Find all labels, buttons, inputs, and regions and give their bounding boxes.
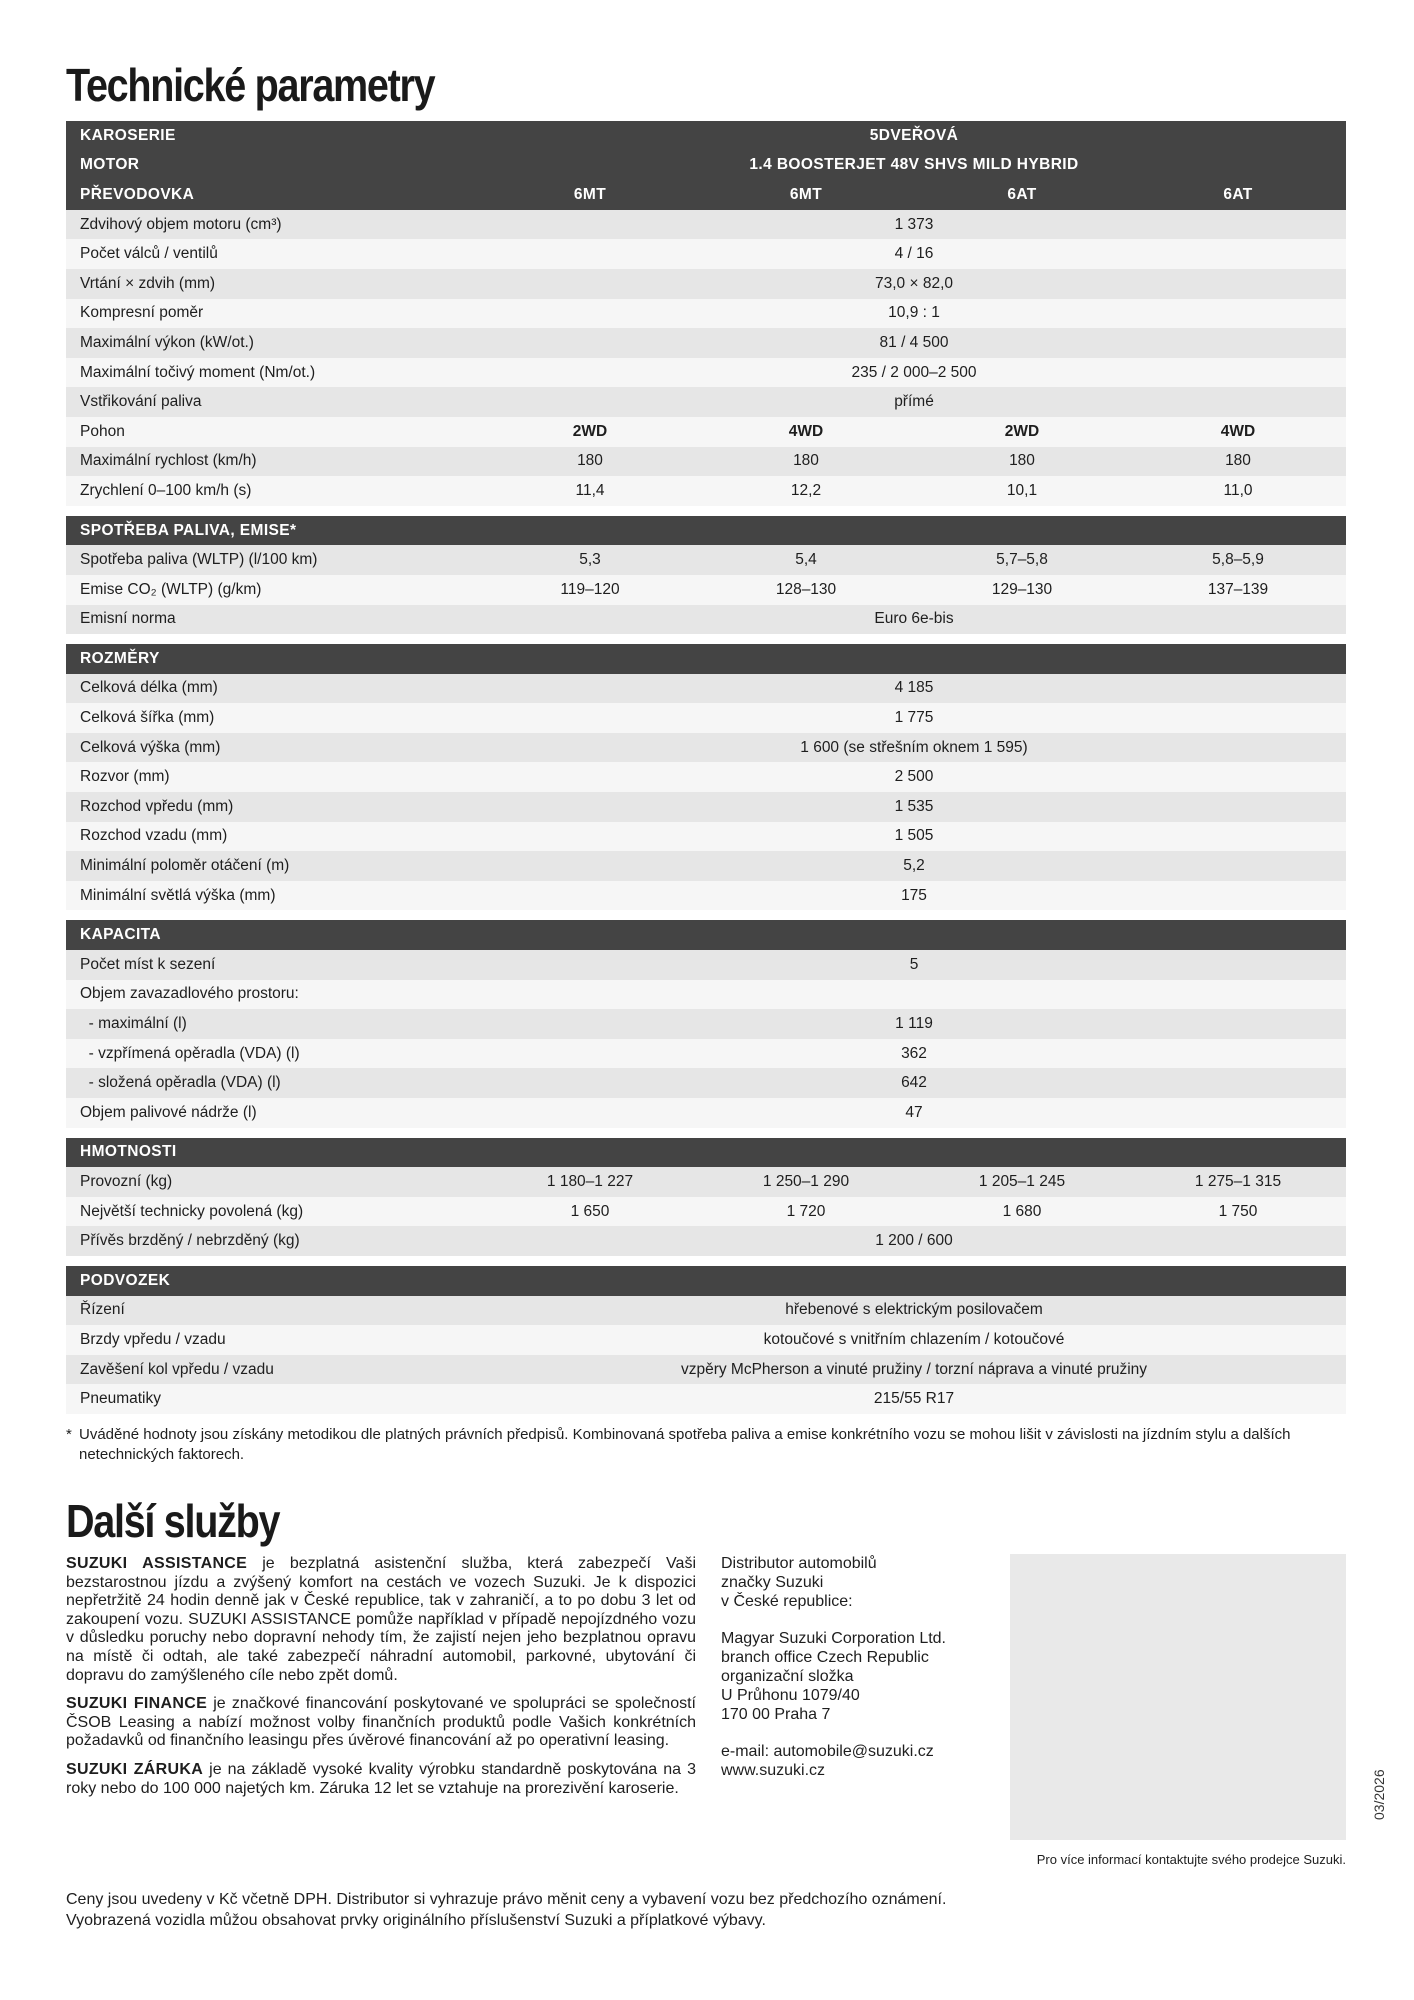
value-cell: 128–130 [775, 580, 837, 598]
row-label: Celková šířka (mm) [80, 709, 215, 727]
row-values [482, 334, 1346, 352]
row-label: Rozvor (mm) [80, 768, 170, 786]
section-header [66, 1138, 1346, 1168]
distributor-address-line: branch office Czech Republic [721, 1649, 929, 1667]
row-values [482, 1203, 1346, 1221]
value-cell: 1 535 [894, 797, 934, 815]
row-label: Minimální poloměr otáčení (m) [80, 857, 290, 875]
section-gap [66, 1256, 1346, 1266]
spec-row [66, 1009, 1346, 1039]
value-cell: 5,2 [903, 857, 925, 875]
section-gap [66, 910, 1346, 920]
row-values [482, 551, 1346, 569]
row-label: Minimální světlá výška (mm) [80, 886, 276, 904]
row-values [482, 1390, 1346, 1408]
row-label: Pneumatiky [80, 1390, 161, 1408]
spec-row [66, 1355, 1346, 1385]
row-values [482, 156, 1346, 174]
row-values [482, 887, 1346, 905]
spec-row [66, 703, 1346, 733]
distributor-address-line: 170 00 Praha 7 [721, 1705, 831, 1723]
footnote-star: * [66, 1426, 72, 1443]
row-label: Emisní norma [80, 610, 176, 628]
spec-row [66, 1098, 1346, 1128]
row-label: Zrychlení 0–100 km/h (s) [80, 481, 252, 499]
spec-row [66, 1226, 1346, 1256]
row-label: Celková délka (mm) [80, 679, 218, 697]
spec-table [66, 121, 1346, 1414]
value-cell: 1 680 [1002, 1202, 1042, 1220]
row-label: Zdvihový objem motoru (cm³) [80, 215, 282, 233]
row-values [482, 393, 1346, 411]
service-description: je na základě vysoké kvality výrobku standardně poskytována na 3 roky nebo do 100 000 najetých km. Záruka 12 let se vztahuje na prorezivění karoserie. [66, 1760, 697, 1797]
value-cell: 215/55 R17 [873, 1390, 955, 1408]
row-values [482, 827, 1346, 845]
value-cell: 1 205–1 245 [978, 1172, 1066, 1190]
section-title: PODVOZEK [80, 1271, 171, 1289]
row-label: Objem palivové nádrže (l) [80, 1103, 257, 1121]
spec-row [66, 417, 1346, 447]
row-label: Řízení [80, 1301, 125, 1319]
section-gap [66, 1128, 1346, 1138]
value-cell: 4 / 16 [894, 245, 934, 263]
services-paragraph [66, 1555, 696, 1685]
row-label: Zavěšení kol vpředu / vzadu [80, 1360, 274, 1378]
row-values [482, 857, 1346, 875]
value-cell: 11,0 [1223, 481, 1253, 499]
value-cell: hřebenové s elektrickým posilovačem [785, 1301, 1043, 1319]
row-label: - složená opěradla (VDA) (l) [80, 1074, 281, 1092]
section-title: ROZMĚRY [80, 649, 160, 667]
value-cell: 1 373 [894, 215, 934, 233]
value-cell: 4WD [788, 422, 824, 440]
header-row [66, 151, 1346, 181]
value-cell: 5,7–5,8 [996, 551, 1048, 569]
spec-row [66, 239, 1346, 269]
service-name: SUZUKI ASSISTANCE [66, 1555, 248, 1572]
row-label: - vzpřímená opěradla (VDA) (l) [80, 1044, 300, 1062]
spec-row [66, 792, 1346, 822]
row-label: Největší technicky povolená (kg) [80, 1202, 304, 1220]
spec-row [66, 1325, 1346, 1355]
row-label: Provozní (kg) [80, 1172, 173, 1190]
row-label: - maximální (l) [80, 1015, 187, 1033]
row-label: Vrtání × zdvih (mm) [80, 274, 216, 292]
distributor-line: Distributor automobilů [721, 1555, 877, 1572]
spec-row [66, 575, 1346, 605]
row-values [482, 956, 1346, 974]
value-cell: 11,4 [575, 481, 605, 499]
section-gap [66, 634, 1346, 644]
service-name: SUZUKI FINANCE [66, 1695, 208, 1713]
value-cell: 73,0 × 82,0 [875, 274, 953, 292]
row-values [482, 1301, 1346, 1319]
value-cell: Euro 6e-bis [874, 610, 954, 628]
value-cell: 1.4 BOOSTERJET 48V SHVS MILD HYBRID [749, 156, 1079, 174]
image-caption: Pro více informací kontaktujte svého prodejce Suzuki. [1036, 1852, 1346, 1867]
value-cell: 1 600 (se střešním oknem 1 595) [800, 738, 1028, 756]
spec-row [66, 476, 1346, 506]
row-label: Brzdy vpředu / vzadu [80, 1330, 226, 1348]
value-cell: 137–139 [1207, 580, 1269, 598]
row-values [482, 1045, 1346, 1063]
section-title: HMOTNOSTI [80, 1143, 177, 1161]
value-cell: přímé [894, 393, 934, 411]
spec-row [66, 1167, 1346, 1197]
value-cell: 5DVEŘOVÁ [869, 126, 959, 144]
dealer-image-placeholder [1010, 1554, 1346, 1840]
row-label: Počet válců / ventilů [80, 245, 218, 263]
spec-row [66, 447, 1346, 477]
value-cell: 180 [577, 452, 603, 470]
date-code: 03/2026 [1371, 1769, 1387, 1820]
value-cell: 642 [901, 1074, 927, 1092]
row-label: Maximální výkon (kW/ot.) [80, 333, 254, 351]
services-text [66, 1555, 696, 1808]
row-label: MOTOR [80, 156, 140, 174]
value-cell: 1 650 [570, 1202, 610, 1220]
row-label: PŘEVODOVKA [80, 185, 195, 203]
spec-row [66, 733, 1346, 763]
row-label: Přívěs brzděný / nebrzděný (kg) [80, 1232, 300, 1250]
row-values [482, 709, 1346, 727]
value-cell: 1 200 / 600 [875, 1232, 953, 1250]
spec-row [66, 674, 1346, 704]
row-values [482, 245, 1346, 263]
value-cell: 5,3 [579, 551, 601, 569]
value-cell: 47 [905, 1103, 923, 1121]
value-cell: vzpěry McPherson a vinuté pružiny / torzní náprava a vinuté pružiny [680, 1360, 1148, 1378]
spec-row [66, 851, 1346, 881]
value-cell: 235 / 2 000–2 500 [851, 363, 977, 381]
spec-row [66, 1197, 1346, 1227]
spec-row [66, 210, 1346, 240]
value-cell: 1 505 [894, 827, 934, 845]
row-label: Rozchod vpředu (mm) [80, 797, 234, 815]
page-title: Technické parametry [66, 59, 435, 111]
spec-row [66, 950, 1346, 980]
section-header [66, 920, 1346, 950]
spec-row [66, 328, 1346, 358]
distributor-info [721, 1555, 1021, 1781]
section-gap [66, 506, 1346, 516]
row-values [482, 1104, 1346, 1122]
row-values [482, 304, 1346, 322]
row-label: Maximální rychlost (km/h) [80, 452, 257, 470]
row-label: Počet míst k sezení [80, 955, 216, 973]
value-cell: 6MT [573, 185, 607, 203]
bottom-note [66, 1890, 1066, 1931]
spec-row [66, 387, 1346, 417]
service-name: SUZUKI ZÁRUKA [66, 1760, 204, 1778]
value-cell: 1 250–1 290 [762, 1172, 850, 1190]
section-header [66, 644, 1346, 674]
value-cell: kotoučové s vnitřním chlazením / kotoučové [763, 1330, 1065, 1348]
services-paragraph [66, 1761, 696, 1798]
row-label: KAROSERIE [80, 126, 176, 144]
distributor-line: v České republice: [721, 1592, 853, 1610]
section-header [66, 1266, 1346, 1296]
row-values [482, 127, 1346, 145]
row-values [482, 482, 1346, 500]
value-cell: 5,8–5,9 [1212, 551, 1264, 569]
section-header [66, 516, 1346, 546]
row-values [482, 1331, 1346, 1349]
spec-row [66, 762, 1346, 792]
row-label: Spotřeba paliva (WLTP) (l/100 km) [80, 551, 318, 569]
section-title: KAPACITA [80, 926, 161, 944]
value-cell: 12,2 [790, 481, 822, 499]
value-cell: 10,1 [1006, 481, 1038, 499]
row-values [482, 364, 1346, 382]
row-label: Maximální točivý moment (Nm/ot.) [80, 363, 316, 381]
value-cell: 10,9 : 1 [888, 304, 940, 322]
row-label: Rozchod vzadu (mm) [80, 827, 228, 845]
footnote [66, 1425, 1346, 1465]
spec-row [66, 1384, 1346, 1414]
value-cell: 5 [909, 955, 919, 973]
row-values [482, 581, 1346, 599]
value-cell: 6AT [1223, 185, 1253, 203]
row-values [482, 1361, 1346, 1379]
value-cell: 362 [901, 1044, 927, 1062]
value-cell: 1 775 [894, 709, 934, 727]
distributor-email[interactable]: e-mail: automobile@suzuki.cz [721, 1743, 934, 1761]
value-cell: 180 [1225, 452, 1251, 470]
row-values [482, 452, 1346, 470]
row-label: Kompresní poměr [80, 304, 204, 322]
value-cell: 81 / 4 500 [879, 333, 949, 351]
row-values [482, 1015, 1346, 1033]
section-title: SPOTŘEBA PALIVA, EMISE* [80, 521, 297, 539]
row-values [482, 423, 1346, 441]
row-values [482, 1074, 1346, 1092]
value-cell: 2WD [572, 422, 608, 440]
value-cell: 180 [1009, 452, 1035, 470]
row-values [482, 679, 1346, 697]
row-values [482, 798, 1346, 816]
distributor-address-line: Magyar Suzuki Corporation Ltd. [721, 1630, 946, 1648]
value-cell: 2WD [1004, 422, 1040, 440]
row-values [482, 1232, 1346, 1250]
spec-row [66, 881, 1346, 911]
spec-row [66, 1068, 1346, 1098]
header-row [66, 180, 1346, 210]
row-label: Emise CO₂ (WLTP) (g/km) [80, 580, 262, 598]
value-cell: 6MT [789, 185, 823, 203]
spec-row [66, 545, 1346, 575]
bottom-note-line: Vyobrazená vozidla můžou obsahovat prvky originálního příslušenství Suzuki a příplatkové výbavy. [66, 1911, 766, 1929]
value-cell: 129–130 [991, 580, 1053, 598]
row-values [482, 739, 1346, 757]
spec-row [66, 980, 1346, 1010]
services-title: Další služby [66, 1495, 280, 1547]
value-cell: 1 750 [1218, 1202, 1258, 1220]
value-cell: 1 119 [895, 1015, 933, 1033]
distributor-line: značky Suzuki [721, 1573, 824, 1591]
value-cell: 4WD [1220, 422, 1256, 440]
header-row [66, 121, 1346, 151]
value-cell: 1 180–1 227 [546, 1172, 634, 1190]
value-cell: 6AT [1007, 185, 1037, 203]
value-cell: 1 275–1 315 [1194, 1172, 1282, 1190]
row-values [482, 1173, 1346, 1191]
value-cell: 5,4 [795, 551, 817, 569]
spec-row [66, 822, 1346, 852]
bottom-note-line: Ceny jsou uvedeny v Kč včetně DPH. Distributor si vyhrazuje právo měnit ceny a vybavení vozu bez předchozího oznámení. [66, 1891, 947, 1908]
value-cell: 119–120 [560, 580, 620, 598]
row-values [482, 610, 1346, 628]
spec-row [66, 358, 1346, 388]
value-cell: 1 720 [786, 1202, 826, 1220]
value-cell: 175 [901, 886, 927, 904]
value-cell: 4 185 [894, 679, 934, 697]
row-label: Pohon [80, 422, 125, 440]
footnote-text: Uváděné hodnoty jsou získány metodikou dle platných právních předpisů. Kombinovaná spotřeba paliva a emise konkrétního vozu se mohou lišit v závislosti na jízdním stylu a dalších netechnických faktorech. [79, 1426, 1291, 1463]
row-values [482, 186, 1346, 204]
row-values [482, 275, 1346, 293]
distributor-address-line: U Průhonu 1079/40 [721, 1686, 860, 1704]
row-label: Vstřikování paliva [80, 393, 202, 411]
spec-row [66, 1039, 1346, 1069]
value-cell: 2 500 [894, 768, 934, 786]
spec-row [66, 605, 1346, 635]
spec-row [66, 269, 1346, 299]
service-description: je bezplatná asistenční služba, která zabezpečí Vaši bezstarostnou jízdu a zvýšený komfort na cestách ve vozech Suzuki. Je k dispozici nepřetržitě 24 hodin denně jak v České republice, tak v zahraničí, a to po dobu 3 let od zakoupení vozu. SUZUKI ASSISTANCE pomůže například v případě nepojízdného vozu v důsledku poruchy nebo dopravní nehody tím, že zajistí nejen jeho bezplatnou opravu na místě či odtah, ale také zabezpečí náhradní automobil, parkovné, ubytování či dopravu do zamýšleného cíle nebo zpět domů. [66, 1555, 696, 1684]
spec-row [66, 1296, 1346, 1326]
distributor-address-line: organizační složka [721, 1667, 854, 1685]
services-paragraph [66, 1695, 696, 1751]
row-label: Celková výška (mm) [80, 738, 221, 756]
value-cell: 180 [793, 452, 819, 470]
distributor-website[interactable]: www.suzuki.cz [721, 1762, 826, 1780]
spec-row [66, 299, 1346, 329]
service-description: je značkové financování poskytované ve spolupráci se společností ČSOB Leasing a nabízí možnost volby finančních produktů podle Vašich konkrétních požadavků od finančního leasingu přes úvěrové financování až po operativní leasing. [66, 1695, 696, 1750]
row-values [482, 768, 1346, 786]
row-values [482, 216, 1346, 234]
row-label: Objem zavazadlového prostoru: [80, 985, 299, 1003]
